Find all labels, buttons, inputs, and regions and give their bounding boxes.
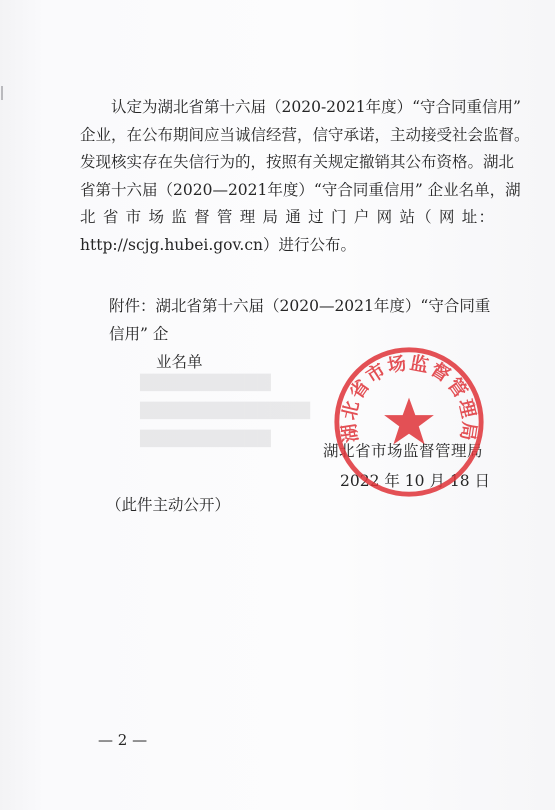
issuer-name: 湖北省市场监督管理局	[323, 442, 484, 460]
body-line: 发现核实存在失信行为的，按照有关规定撤销其公布资格。湖北	[80, 153, 515, 172]
bleed-through-shadow: ▇▇▇▇▇▇▇▇▇▇ ▇▇▇▇▇▇▇▇▇▇▇▇▇ ▇▇▇▇▇▇▇▇▇▇	[140, 372, 310, 448]
scan-edge-mark	[1, 86, 3, 100]
official-seal-icon	[331, 344, 487, 500]
body-line: 企业，在公布期间应当诚信经营，信守承诺，主动接受社会监督。	[80, 125, 530, 144]
body-line: http://scjg.hubei.gov.cn）进行公布。	[80, 235, 357, 254]
body-line: 北 省 市 场 监 督 管 理 局 通 过 门 户 网 站（ 网 址：	[80, 208, 494, 227]
body-line: 认定为湖北省第十六届（2020-2021年度）“守合同重信用”	[111, 98, 521, 116]
public-disclosure-note: （此件主动公开）	[106, 496, 231, 514]
attachment-line: 附件：湖北省第十六届（2020—2021年度）“守合同重信用” 企	[109, 297, 491, 343]
body-paragraph	[80, 94, 530, 260]
attachment-line: 业名单	[156, 353, 203, 371]
issue-date: 2022 年 10 月 18 日	[340, 472, 491, 490]
svg-text:湖北省市场监督管理局: 湖北省市场监督管理局	[338, 352, 480, 444]
page-number: — 2 —	[98, 731, 148, 749]
body-line: 省第十六届（2020—2021年度）“守合同重信用” 企业名单，湖	[80, 180, 521, 199]
